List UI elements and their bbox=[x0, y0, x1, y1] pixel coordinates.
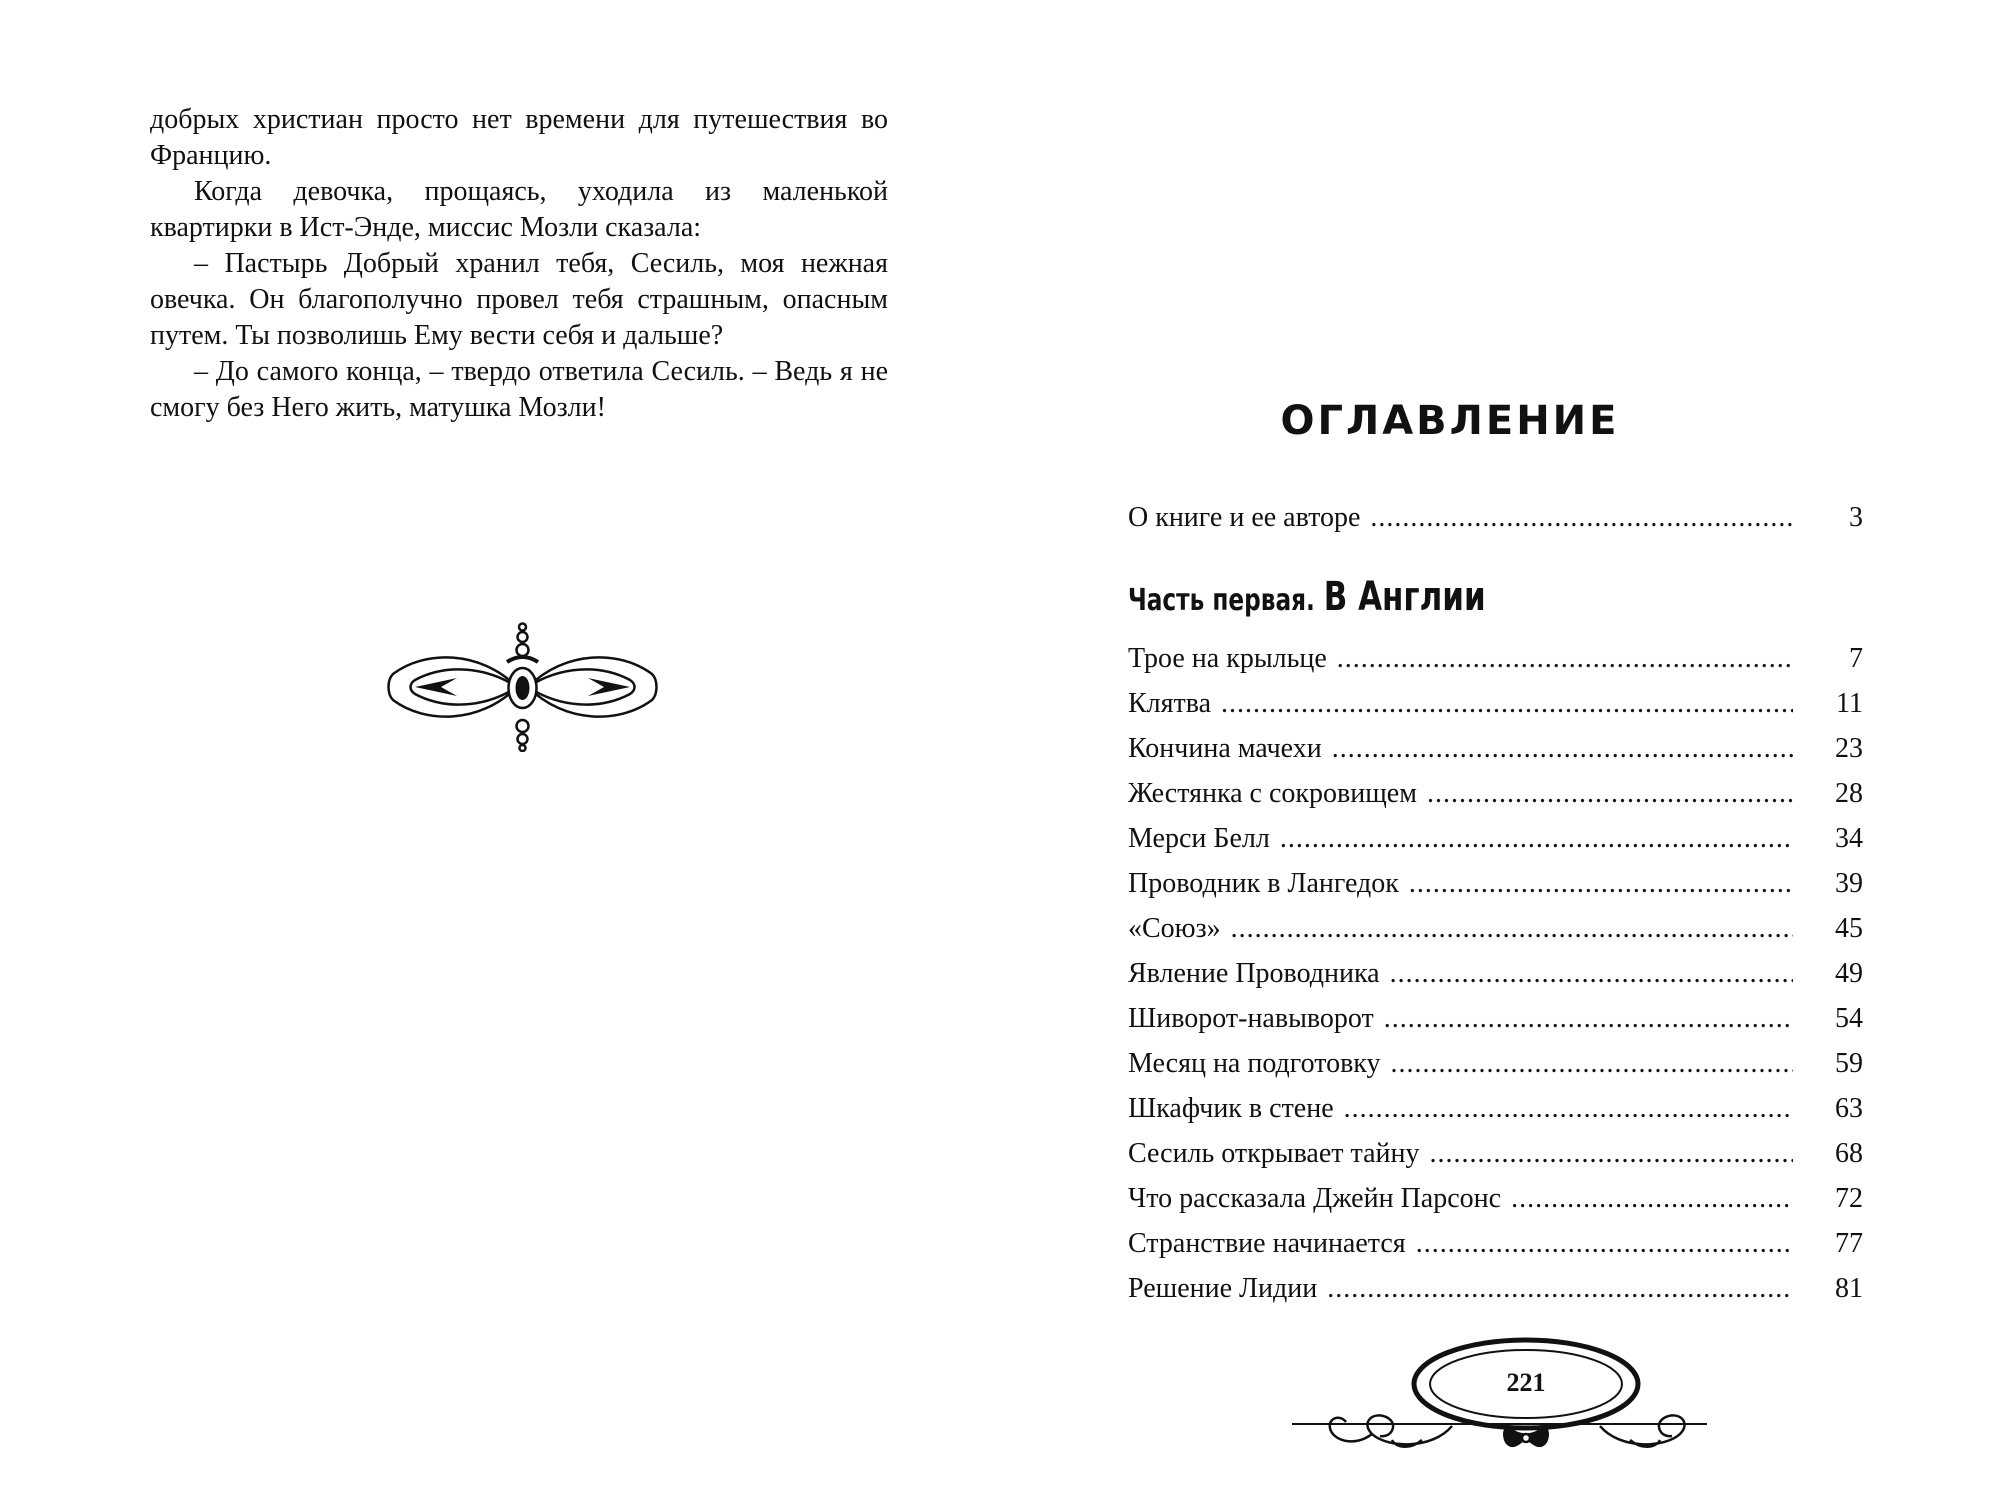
toc-entry-page: 68 bbox=[1835, 1138, 1863, 1169]
toc-leader-dots bbox=[1384, 1001, 1793, 1037]
toc-entry-page: 77 bbox=[1835, 1228, 1863, 1259]
toc-leader-dots bbox=[1231, 911, 1793, 947]
toc-entry-title: Клятва bbox=[1128, 688, 1212, 719]
toc-leader-dots bbox=[1390, 956, 1793, 992]
toc-leader-dots bbox=[1416, 1226, 1793, 1262]
toc-entry bbox=[1128, 911, 1863, 947]
part-heading-name: В Англии bbox=[1323, 574, 1486, 620]
toc-entry bbox=[1128, 1046, 1863, 1082]
toc-entry bbox=[1128, 1226, 1863, 1262]
toc-leader-dots bbox=[1280, 821, 1793, 857]
paragraph-3: – Пастырь Добрый хранил тебя, Сесиль, моя нежная овечка. Он благополучно провел тебя страшным, опасным путем. Ты позволишь Ему вести себя и дальше? bbox=[150, 248, 888, 351]
part-heading bbox=[1128, 574, 1486, 620]
toc-entry-title: Кончина мачехи bbox=[1128, 733, 1322, 764]
toc-entry-title: Жестянка с сокровищем bbox=[1128, 778, 1417, 809]
toc-entry-page: 28 bbox=[1835, 778, 1863, 809]
toc-entry-title: Сесиль открывает тайну bbox=[1128, 1138, 1420, 1169]
toc-leader-dots bbox=[1221, 686, 1793, 722]
toc-leader-dots bbox=[1511, 1181, 1793, 1217]
toc-entry bbox=[1128, 1091, 1863, 1127]
toc-entry bbox=[1128, 776, 1863, 812]
toc-leader-dots bbox=[1391, 1046, 1794, 1082]
toc-entry-page: 63 bbox=[1835, 1093, 1863, 1124]
toc-leader-dots bbox=[1430, 1136, 1794, 1172]
part-heading-prefix: Часть первая. bbox=[1128, 583, 1315, 618]
toc-entry bbox=[1128, 686, 1863, 722]
toc-entry bbox=[1128, 1271, 1863, 1307]
toc-intro-entry bbox=[1128, 500, 1863, 536]
toc-entry bbox=[1128, 1001, 1863, 1037]
toc-entry-page: 11 bbox=[1836, 688, 1863, 719]
toc-entry bbox=[1128, 1181, 1863, 1217]
toc-entry-title: Что рассказала Джейн Парсонс bbox=[1128, 1183, 1502, 1214]
toc-leader-dots bbox=[1370, 500, 1793, 536]
toc-leader-dots bbox=[1427, 776, 1793, 812]
toc-entry-page: 7 bbox=[1849, 643, 1863, 674]
toc-entry-title: О книге и ее авторе bbox=[1128, 502, 1361, 533]
toc-entry-title: Явление Проводника bbox=[1128, 958, 1380, 989]
toc-entry-title: Решение Лидии bbox=[1128, 1273, 1318, 1304]
toc-entry bbox=[1128, 956, 1863, 992]
toc-entry-title: Трое на крыльце bbox=[1128, 643, 1327, 674]
toc-entry-title: Мерси Белл bbox=[1128, 823, 1270, 854]
toc-leader-dots bbox=[1409, 866, 1793, 902]
toc-title: ОГЛАВЛЕНИЕ bbox=[1280, 398, 1620, 444]
flourish-ornament-icon bbox=[385, 622, 660, 757]
toc-entry-page: 45 bbox=[1835, 913, 1863, 944]
page-number: 221 bbox=[1506, 1368, 1546, 1397]
toc-entry-page: 23 bbox=[1835, 733, 1863, 764]
toc-leader-dots bbox=[1332, 731, 1793, 767]
toc-entry bbox=[1128, 1136, 1863, 1172]
right-page bbox=[1000, 0, 2000, 1500]
paragraph-4: – До самого конца, – твердо ответила Сесиль. – Ведь я не смогу без Него жить, матушка Мозли! bbox=[150, 356, 888, 423]
toc-entry-page: 54 bbox=[1835, 1003, 1863, 1034]
toc-entry-page: 3 bbox=[1849, 502, 1863, 533]
toc-entry bbox=[1128, 731, 1863, 767]
toc-entry-page: 72 bbox=[1835, 1183, 1863, 1214]
toc-entry bbox=[1128, 641, 1863, 677]
toc-entry-page: 34 bbox=[1835, 823, 1863, 854]
toc-entry-title: Странствие начинается bbox=[1128, 1228, 1406, 1259]
toc-entry-title: «Союз» bbox=[1128, 913, 1221, 944]
toc-entry-page: 49 bbox=[1835, 958, 1863, 989]
toc-entry-title: Месяц на подготовку bbox=[1128, 1048, 1381, 1079]
toc-entry-title: Шиворот-навыворот bbox=[1128, 1003, 1374, 1034]
toc-leader-dots bbox=[1337, 641, 1793, 677]
toc-entry-title: Шкафчик в стене bbox=[1128, 1093, 1334, 1124]
paragraph-2: Когда девочка, прощаясь, уходила из маленькой квартирки в Ист-Энде, миссис Мозли сказала: bbox=[150, 176, 888, 243]
toc-leader-dots bbox=[1327, 1271, 1793, 1307]
toc-entry-page: 81 bbox=[1835, 1273, 1863, 1304]
toc-entry-title: Проводник в Лангедок bbox=[1128, 868, 1399, 899]
paragraph-1: добрых христиан просто нет времени для путешествия во Францию. bbox=[150, 104, 888, 171]
toc-entry-page: 39 bbox=[1835, 868, 1863, 899]
toc-entry bbox=[1128, 866, 1863, 902]
body-text bbox=[150, 102, 888, 426]
toc-entry-page: 59 bbox=[1835, 1048, 1863, 1079]
toc-leader-dots bbox=[1344, 1091, 1793, 1127]
toc-entry bbox=[1128, 821, 1863, 857]
